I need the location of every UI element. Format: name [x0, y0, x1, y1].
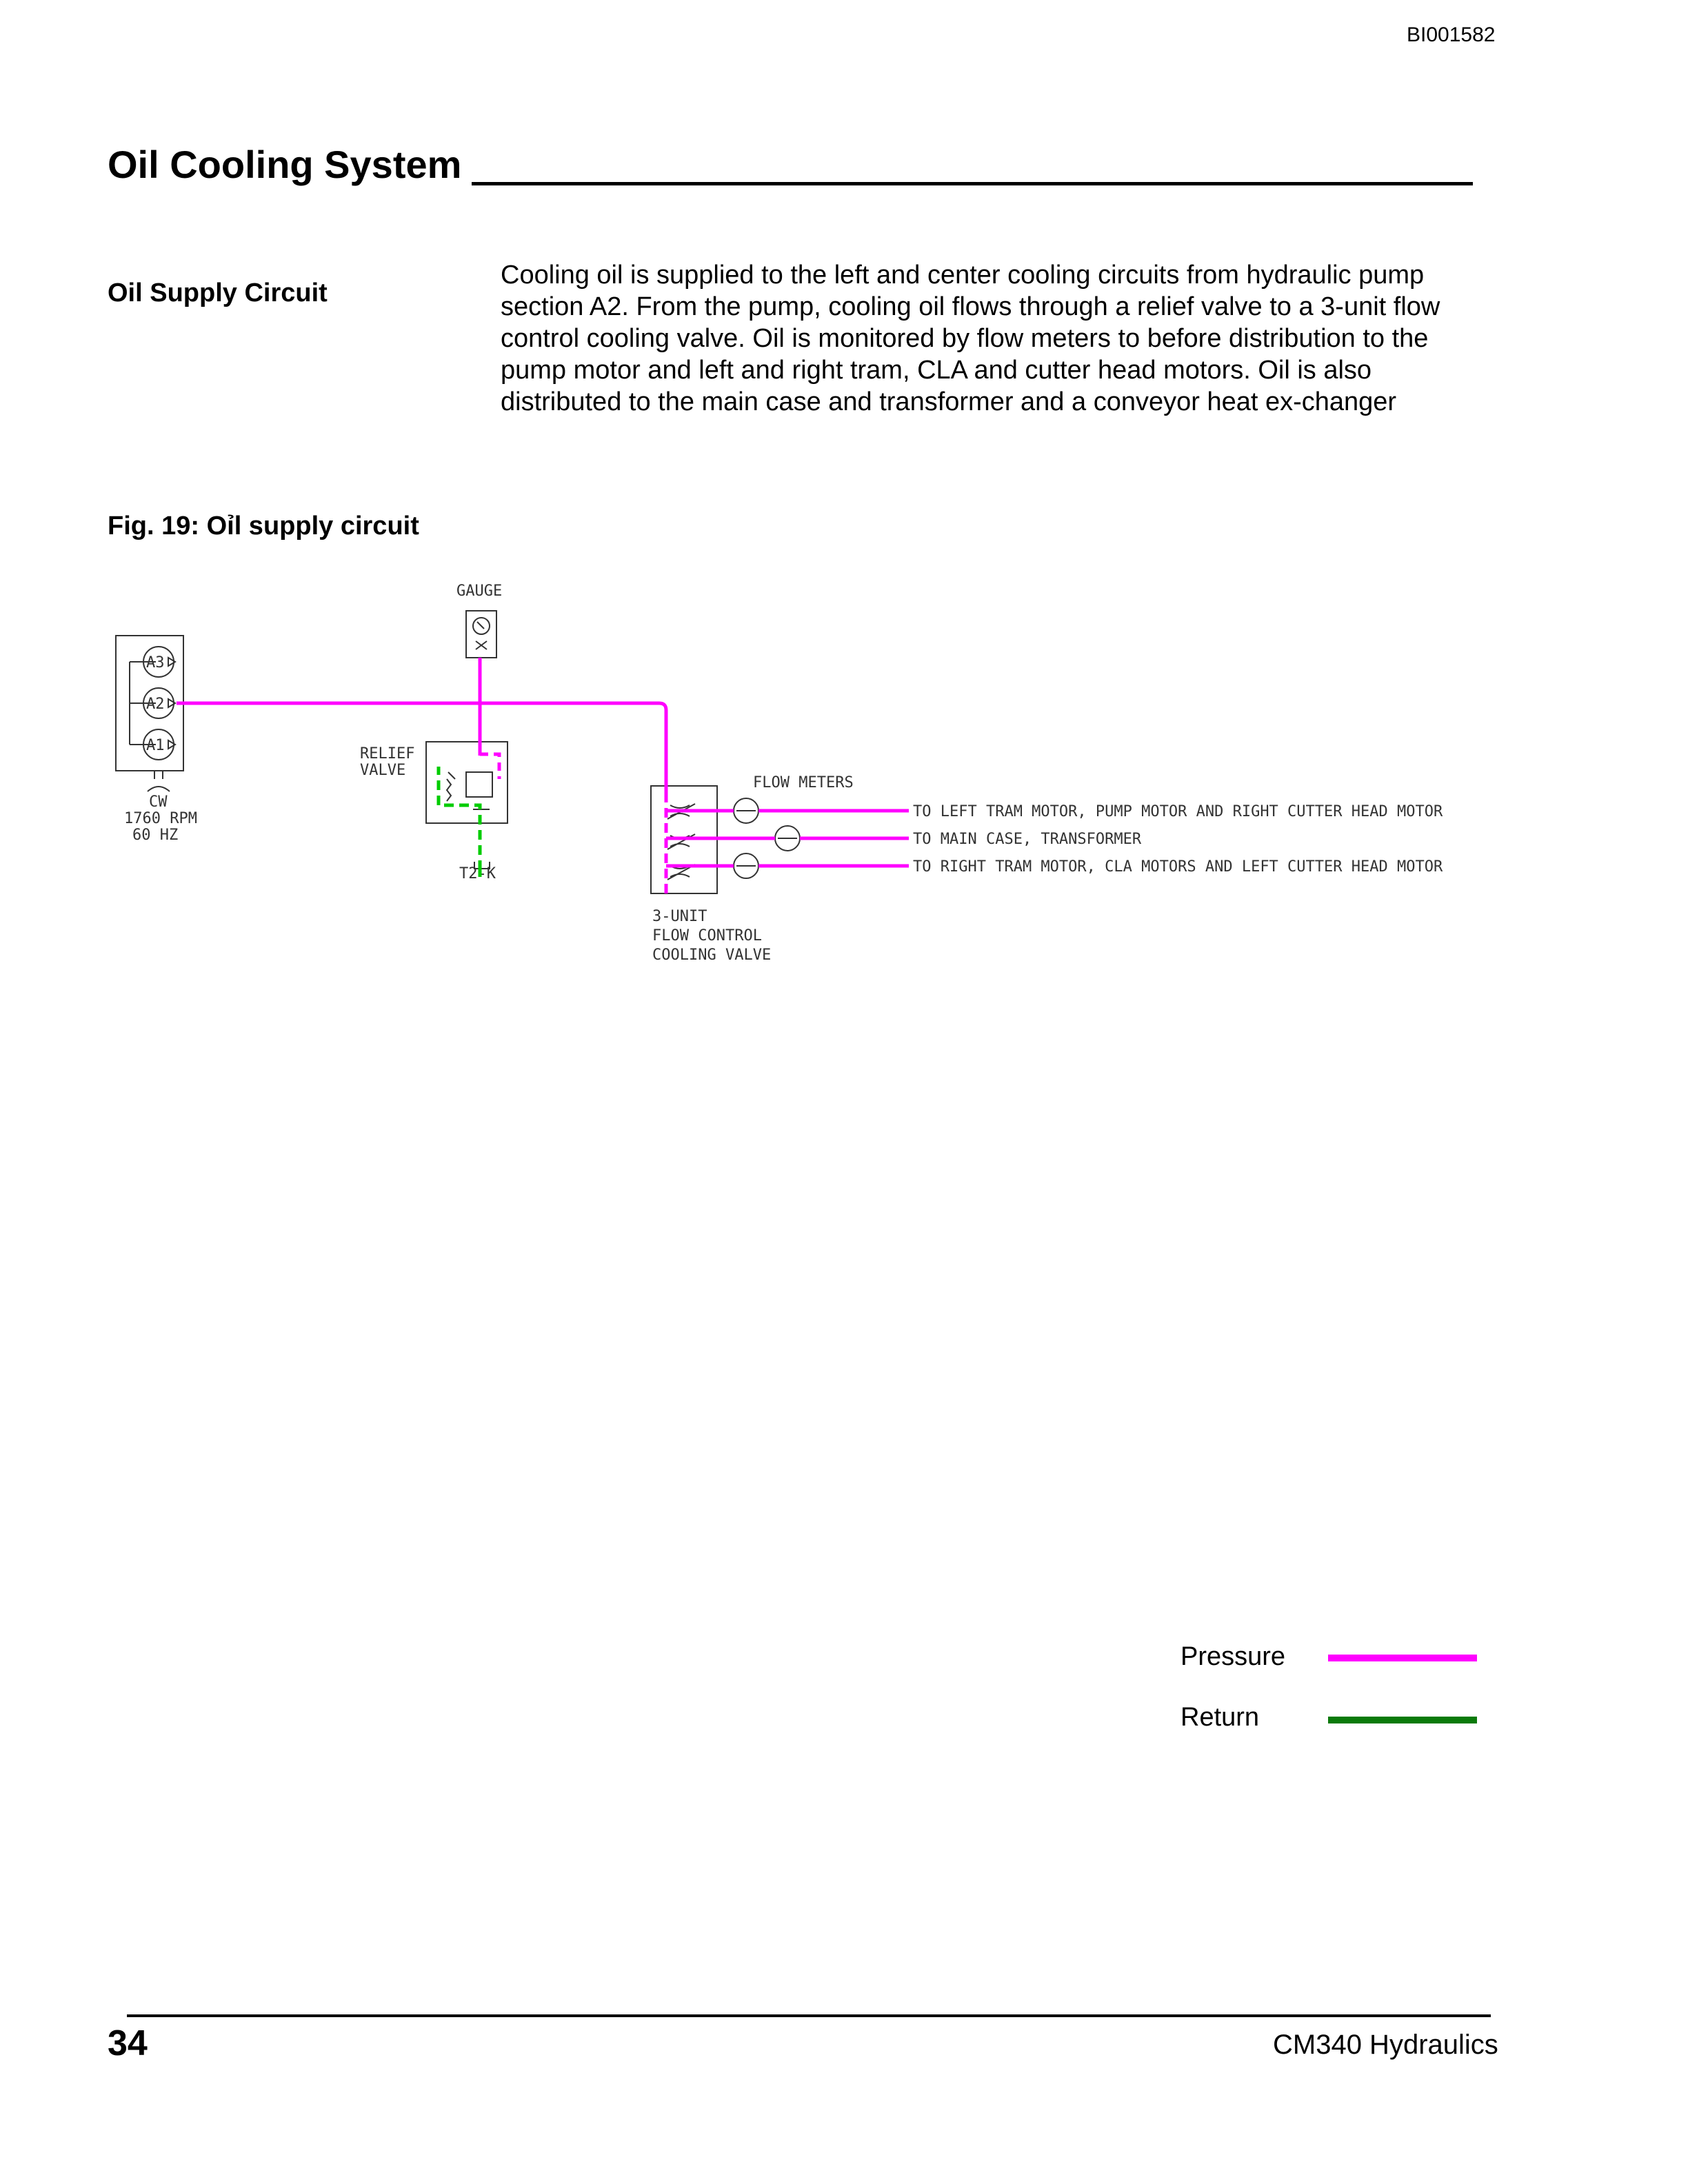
figure-caption: Fig. 19: Oỉl supply circuit [108, 512, 419, 540]
flow-control-label-2: FLOW CONTROL [652, 927, 762, 944]
pump-a2-label: A2 [146, 696, 165, 713]
gauge-symbol [466, 611, 496, 658]
relief-valve-label-2: VALVE [360, 762, 406, 779]
title-underline [472, 182, 1473, 185]
frequency-label: 60 HZ [132, 827, 179, 844]
flow-meters-label: FLOW METERS [753, 774, 854, 791]
outlet-2-label: TO MAIN CASE, TRANSFORMER [913, 831, 1142, 848]
oil-supply-circuit-diagram [97, 572, 1503, 986]
pump-a3-label: A3 [146, 654, 165, 671]
legend-pressure-swatch [1328, 1655, 1477, 1661]
relief-valve-label-1: RELIEF [360, 745, 415, 762]
legend-return-swatch [1328, 1717, 1477, 1723]
footer-title: CM340 Hydraulics [1273, 2030, 1498, 2060]
rotation-label: CW [149, 793, 168, 811]
page-title: Oil Cooling System [108, 143, 462, 186]
speed-label: 1760 RPM [124, 810, 197, 827]
section-body-text: Cooling oil is supplied to the left and center cooling circuits from hydraulic pump section A2. From the pump, cooling oil flows through a relief valve to a 3-unit flow control cooling valve. Oil is monitored by flow meters to before distribution to the pump motor and left and right tram, CLA and cutter head motors. Oil is also distributed to the main case and transformer and a conveyor heat ex-changer [501, 261, 1440, 416]
flow-control-label-3: COOLING VALVE [652, 947, 772, 964]
outlet-1-label: TO LEFT TRAM MOTOR, PUMP MOTOR AND RIGHT CUTTER HEAD MOTOR [913, 803, 1443, 820]
gauge-label: GAUGE [456, 583, 503, 600]
return-lines [439, 767, 480, 877]
outlet-3-label: TO RIGHT TRAM MOTOR, CLA MOTORS AND LEFT CUTTER HEAD MOTOR [913, 858, 1443, 876]
page-number: 34 [108, 2023, 148, 2063]
section-body [501, 259, 1487, 418]
pump-a1-label: A1 [146, 737, 165, 754]
document-id: BI001582 [1407, 23, 1496, 46]
footer-rule [127, 2014, 1491, 2017]
flow-control-label-1: 3-UNIT [652, 908, 707, 925]
section-heading: Oil Supply Circuit [108, 279, 328, 307]
tank-label: T2-K [459, 865, 496, 882]
legend-return-label: Return [1180, 1703, 1260, 1732]
legend-pressure-label: Pressure [1180, 1642, 1286, 1671]
